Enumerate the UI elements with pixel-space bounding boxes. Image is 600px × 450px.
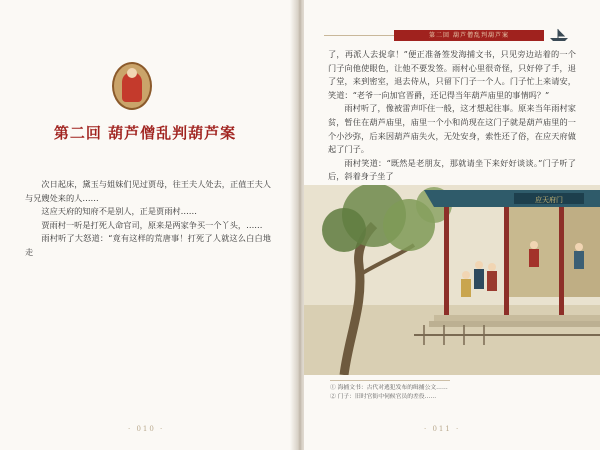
running-header: 第二回 葫芦僧乱判葫芦案 bbox=[394, 30, 544, 41]
right-paragraph-3: 雨村笑道：“既然是老朋友，那就请坐下来好好谈谈。”门子听了后，斜着身子坐了 bbox=[328, 157, 576, 182]
left-paragraph-2: 这应天府的知府不是别人，正是贾雨村…… bbox=[41, 206, 197, 217]
left-body-text bbox=[25, 178, 271, 260]
footnotes bbox=[330, 384, 576, 402]
notes-divider bbox=[330, 380, 450, 381]
court-scene-painting bbox=[304, 185, 600, 375]
right-paragraph-2: 雨村听了，像被雷声吓住一般，这才想起往事。原来当年雨村家贫，暂住在葫芦庙里，庙里一个小和尚现在这门子就是葫芦庙里的一个小沙弥，后来因葫芦庙失火，无处安身，索性还了俗，在应天府做起了门子。 bbox=[328, 103, 576, 155]
header-rule bbox=[324, 35, 394, 36]
left-paragraph-3: 贾雨村一听是打死人命官司，原来是两家争买一个丫头，…… bbox=[41, 219, 263, 230]
chapter-title: 第二回 葫芦僧乱判葫芦案 bbox=[53, 124, 237, 142]
left-page bbox=[0, 0, 296, 450]
chapter-illustration-medallion bbox=[112, 62, 152, 110]
right-paragraph-1: 了，再派人去捉拿！”便正准备签发海捕文书，只见旁边站着的一个门子向他使眼色，让他不要发签。雨村心里很奇怪，只好停了手，退了堂，来到密室，退去侍从，只留下门子一个人。门子忙上来请安，笑道：“老爷一向加官晋爵，还记得当年葫芦庙里的事情吗？” bbox=[328, 49, 576, 100]
ship-ornament-icon bbox=[548, 28, 570, 42]
footnote-2: ② 门子：旧时官衙中伺候官员的差役…… bbox=[330, 394, 437, 400]
footnote-1: ① 海捕文书：古代对逃犯发布的缉捕公文…… bbox=[330, 385, 448, 391]
left-paragraph-4: 雨村听了大怒道：“竟有这样的荒唐事！打死了人就这么白白地走 bbox=[25, 233, 271, 257]
left-page-number: · 010 · bbox=[128, 425, 165, 433]
left-paragraph-1: 次日起床，黛玉与姐妹们见过贾母，往王夫人处去，正值王夫人与兄嫂处来的人…… bbox=[25, 179, 271, 203]
right-page bbox=[304, 0, 600, 450]
right-body-text bbox=[328, 48, 576, 184]
right-page-number: · 011 · bbox=[424, 425, 461, 433]
painting-plaque-text: 应天府门 bbox=[535, 196, 563, 204]
